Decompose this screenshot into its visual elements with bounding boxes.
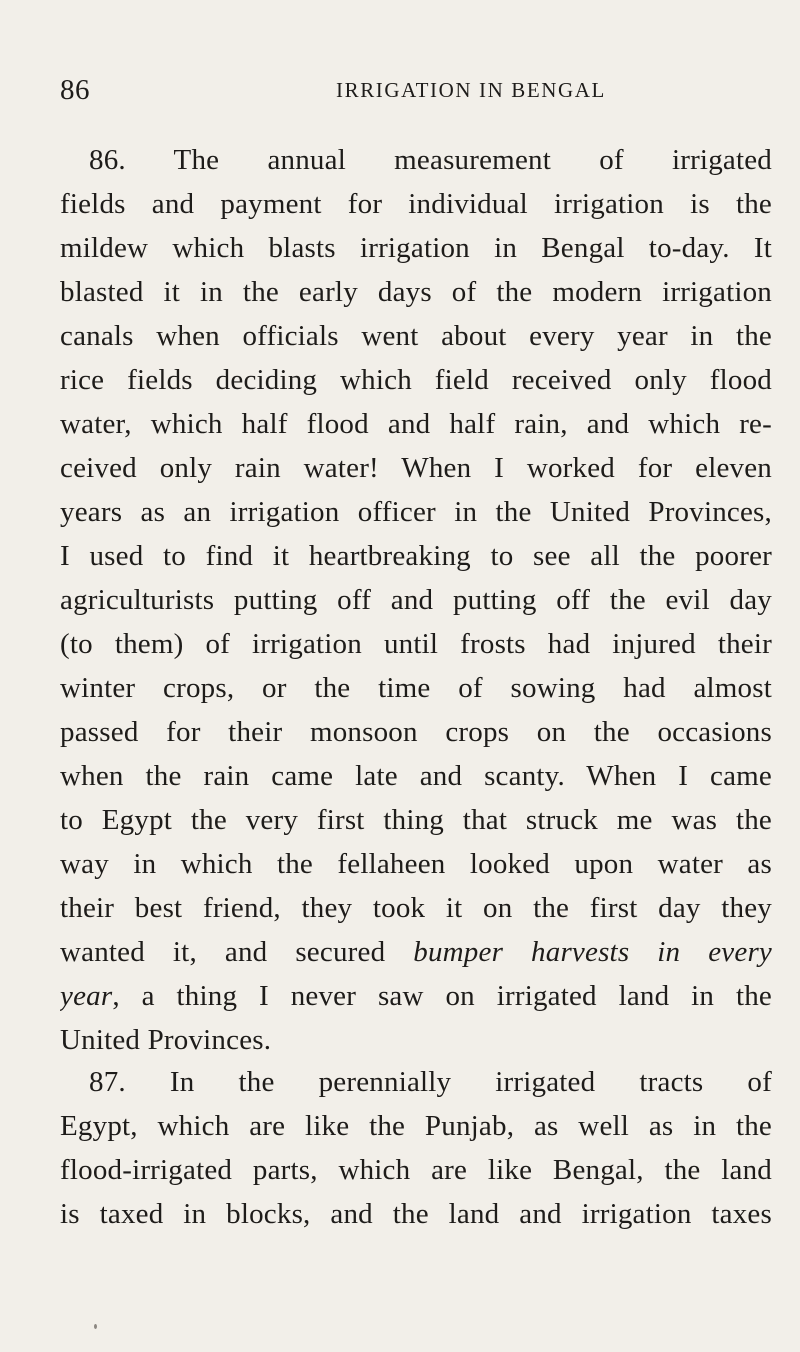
text-line: years as an irrigation officer in the United Provinces, — [60, 496, 772, 528]
text-line: their best friend, they took it on the first day they — [60, 892, 772, 924]
text-line: passed for their monsoon crops on the occasions — [60, 716, 772, 748]
text-line — [60, 974, 772, 1018]
paper-speck — [94, 1324, 97, 1329]
italic-text-run: year — [60, 980, 113, 1012]
page-number: 86 — [60, 74, 90, 106]
text-line: canals when officials went about every year in the — [60, 320, 772, 352]
text-line: United Provinces. — [60, 1024, 272, 1056]
text-line: flood-irrigated parts, which are like Bengal, the land — [60, 1154, 772, 1186]
text-line: blasted it in the early days of the modern irrigation — [60, 276, 772, 308]
text-run: wanted it, and secured — [60, 936, 414, 968]
text-line: way in which the fellaheen looked upon water as — [60, 848, 772, 880]
text-line: mildew which blasts irrigation in Bengal to-day. It — [60, 232, 772, 264]
text-run: , a thing I never saw on irrigated land in the — [112, 980, 772, 1012]
text-line: is taxed in blocks, and the land and irrigation taxes — [60, 1198, 772, 1230]
text-line: fields and payment for individual irrigation is the — [60, 188, 772, 220]
italic-text-run: bumper harvests in every — [413, 936, 772, 968]
text-line: winter crops, or the time of sowing had almost — [60, 672, 772, 704]
text-line: rice fields deciding which field received only flood — [60, 364, 772, 396]
paragraph-86 — [60, 138, 772, 1062]
text-line: agriculturists putting off and putting off the evil day — [60, 584, 772, 616]
text-line: to Egypt the very first thing that struck me was the — [60, 804, 772, 836]
text-line — [60, 930, 772, 974]
text-line: water, which half flood and half rain, and which re- — [60, 408, 772, 440]
text-line: I used to find it heartbreaking to see all the poorer — [60, 540, 772, 572]
text-line: 86. The annual measurement of irrigated — [89, 144, 772, 176]
text-line: Egypt, which are like the Punjab, as well as in the — [60, 1110, 772, 1142]
running-head — [60, 70, 772, 110]
text-line: (to them) of irrigation until frosts had injured their — [60, 628, 772, 660]
running-title: IRRIGATION IN BENGAL — [336, 78, 606, 102]
text-line: ceived only rain water! When I worked for eleven — [60, 452, 772, 484]
paragraph-87 — [60, 1060, 772, 1236]
text-line: 87. In the perennially irrigated tracts of — [89, 1066, 772, 1098]
text-line: when the rain came late and scanty. When I came — [60, 760, 772, 792]
